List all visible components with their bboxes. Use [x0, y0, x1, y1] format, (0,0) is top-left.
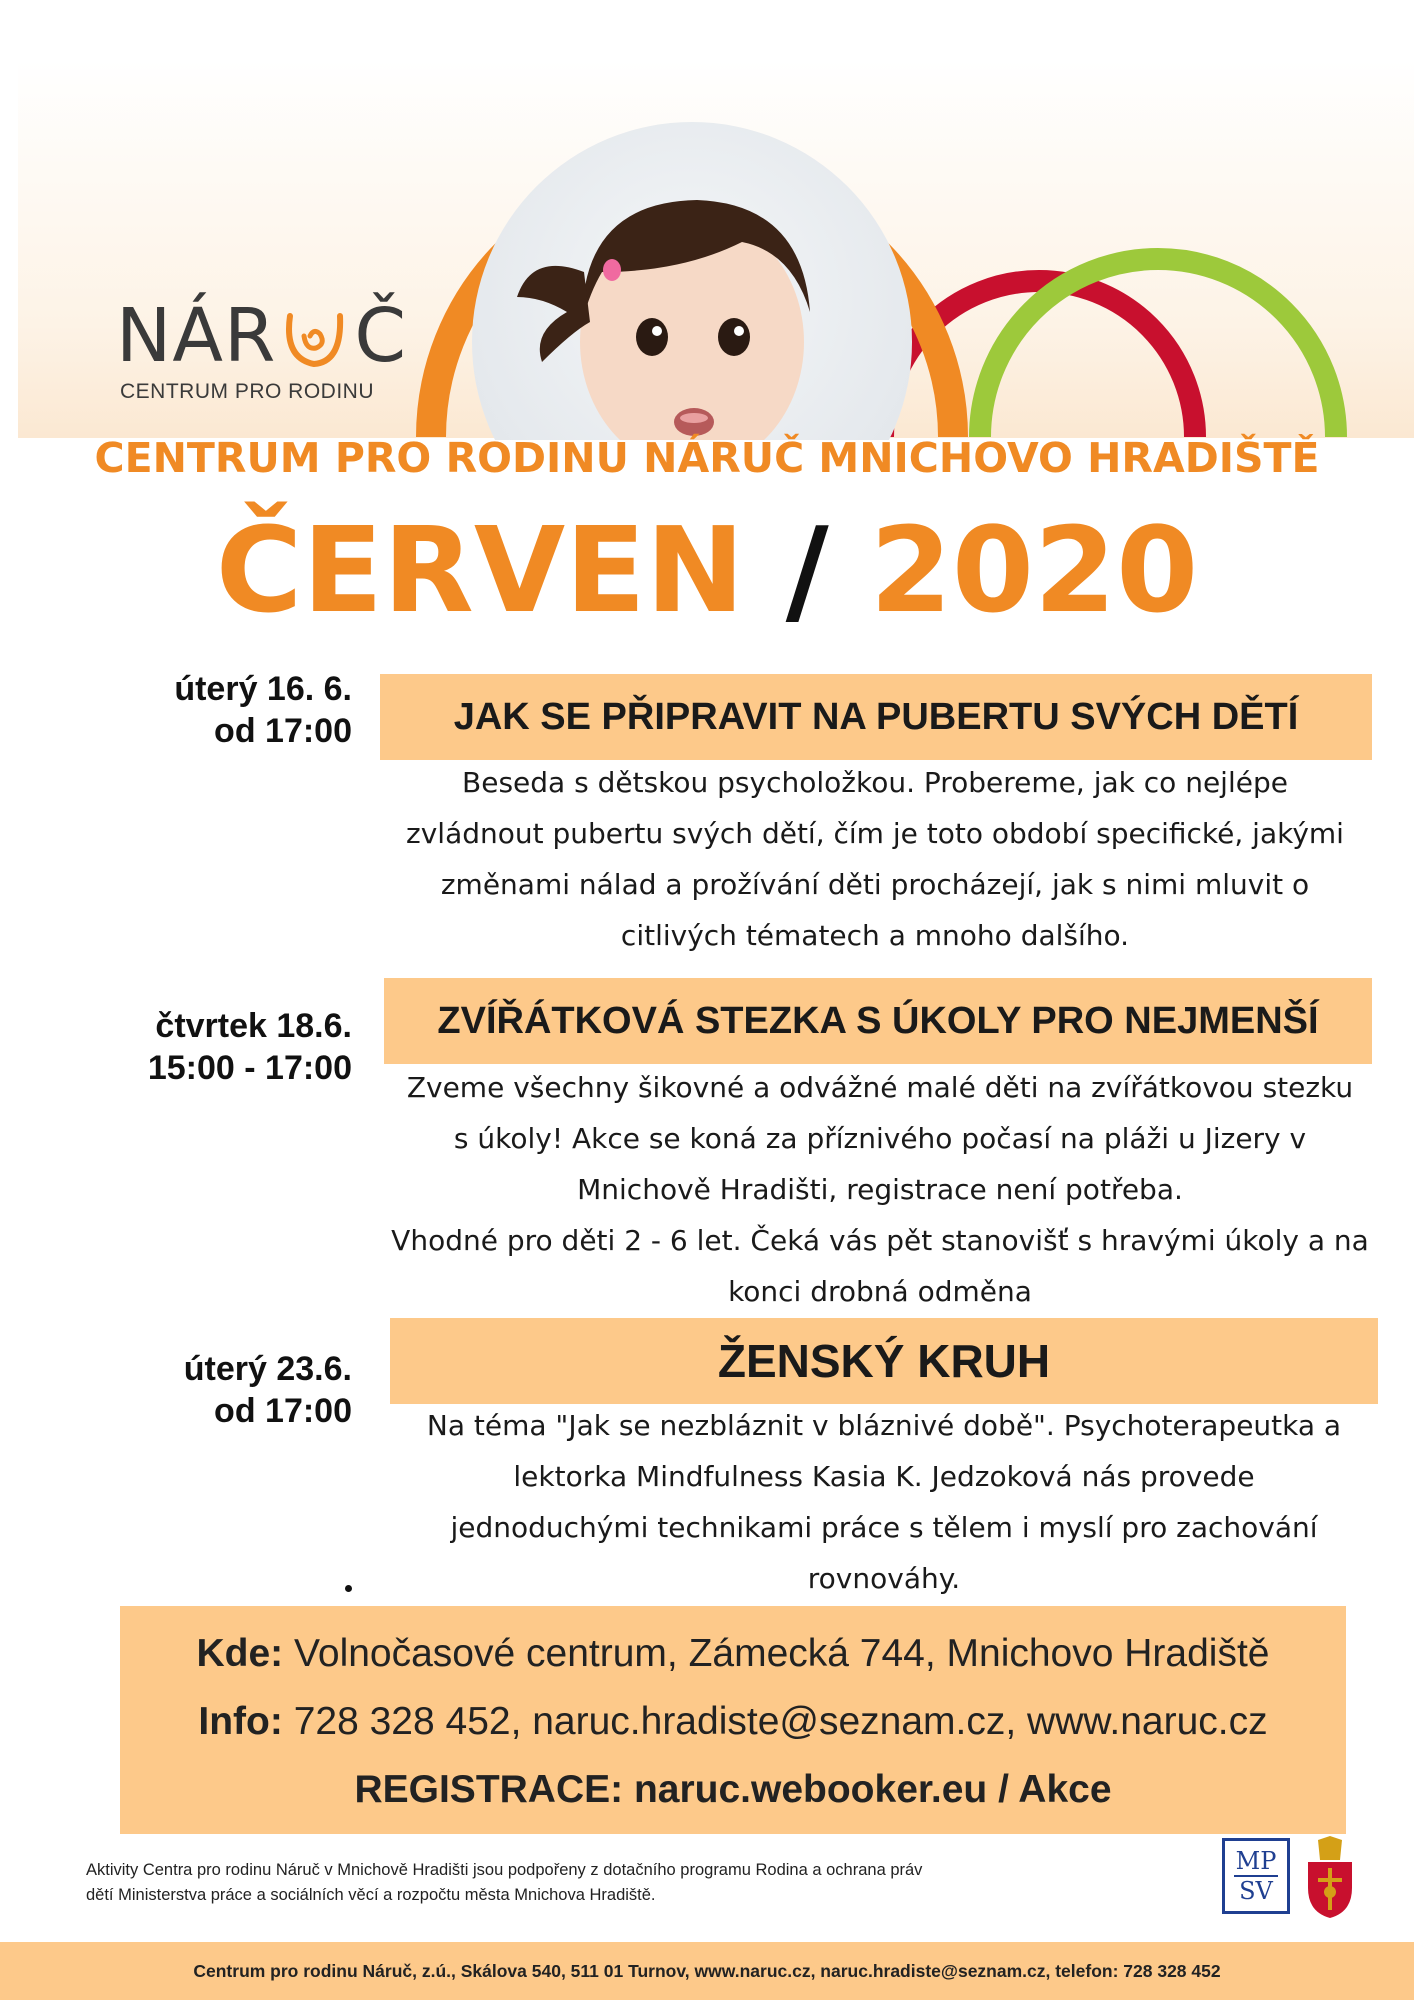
event-1-day: úterý 16. 6.: [174, 670, 352, 708]
info-contact-value: 728 328 452, naruc.hradiste@seznam.cz, www.naruc.cz: [293, 1700, 1268, 1743]
event-1-line: zvládnout pubertu svých dětí, čím je toto období specifické, jakými: [406, 817, 1344, 850]
event-3-line: lektorka Mindfulness Kasia K. Jedzoková nás provede: [513, 1460, 1255, 1493]
month-title: [0, 500, 1414, 640]
mpsv-logo: [1222, 1838, 1290, 1914]
event-3-day: úterý 23.6.: [183, 1350, 352, 1388]
logo-swirl-icon: [282, 306, 346, 370]
mpsv-logo-bottom: SV: [1239, 1877, 1273, 1905]
org-title: CENTRUM PRO RODINU NÁRUČ MNICHOVO HRADIŠTĚ: [94, 434, 1320, 482]
info-where-label: Kde:: [196, 1632, 284, 1675]
event-1-title: JAK SE PŘIPRAVIT NA PUBERTU SVÝCH DĚTÍ: [453, 695, 1299, 738]
footer-contact: Centrum pro rodinu Náruč, z.ú., Skálova 540, 511 01 Turnov, www.naruc.cz, naruc.hradiste@seznam.cz, telefon: 728 328 452: [193, 1960, 1221, 1981]
event-2-line: Mnichově Hradišti, registrace není potřeba.: [577, 1173, 1183, 1206]
logo-wordmark: NÁR Č: [116, 293, 408, 379]
event-1-time: od 17:00: [214, 712, 352, 750]
event-3-line: Na téma "Jak se nezbláznit v bláznivé době". Psychoterapeutka a: [426, 1409, 1342, 1442]
event-1-title-bar: [380, 674, 1372, 760]
event-1-line: citlivých tématech a mnoho dalšího.: [620, 919, 1130, 952]
event-2-line: Zveme všechny šikovné a odvážné malé děti na zvířátkovou stezku: [406, 1071, 1354, 1104]
event-3-date: [92, 1348, 352, 1432]
event-3-line: rovnováhy.: [807, 1562, 961, 1595]
event-2-line: konci drobná odměna: [728, 1275, 1032, 1308]
event-2-date: [92, 1005, 352, 1089]
event-2-title-bar: [384, 978, 1372, 1064]
event-1-date: [92, 668, 352, 752]
footer-note: [86, 1858, 1166, 1908]
event-3-title-bar: [390, 1318, 1378, 1404]
mpsv-logo-top: MP: [1235, 1847, 1277, 1875]
event-2-line: Vhodné pro děti 2 - 6 let. Čeká vás pět stanovišť s hravými úkoly a na: [391, 1224, 1369, 1257]
month-slash: /: [785, 501, 829, 639]
logo-subtitle: CENTRUM PRO RODINU: [120, 380, 374, 403]
info-where-value: Volnočasové centrum, Zámecká 744, Mnichovo Hradiště: [294, 1632, 1270, 1675]
footer-note-line: Aktivity Centra pro rodinu Náruč v Mnichově Hradišti jsou podpořeny z dotačního programu Rodina a ochrana práv: [86, 1861, 923, 1879]
info-registration: REGISTRACE: naruc.webooker.eu / Akce: [354, 1768, 1112, 1811]
month-name: ČERVEN: [215, 501, 745, 639]
event-2-time: 15:00 - 17:00: [147, 1049, 352, 1087]
event-2-line: s úkoly! Akce se koná za příznivého počasí na pláži u Jizery v: [453, 1122, 1307, 1155]
info-contact-label: Info:: [198, 1700, 283, 1743]
event-1-line: změnami nálad a prožívání děti procházejí, jak s nimi mluvit o: [440, 868, 1310, 901]
event-3-line: jednoduchými technikami práce s tělem i myslí pro zachování: [450, 1511, 1318, 1544]
event-2-title: ZVÍŘÁTKOVÁ STEZKA S ÚKOLY PRO NEJMENŠÍ: [437, 999, 1319, 1042]
event-3-time: od 17:00: [214, 1392, 352, 1430]
event-2-day: čtvrtek 18.6.: [155, 1007, 352, 1045]
month-year: 2020: [869, 501, 1199, 639]
bullet-dot: [345, 1585, 352, 1592]
event-1-description: [370, 757, 1380, 961]
event-3-description: [390, 1400, 1378, 1604]
info-box: [120, 1606, 1346, 1834]
child-photo: [472, 122, 912, 562]
info-where: [120, 1632, 1346, 1676]
footer-bar: [0, 1942, 1414, 2000]
town-crest-icon: [1304, 1836, 1356, 1918]
event-1-line: Beseda s dětskou psycholožkou. Probereme, jak co nejlépe: [462, 766, 1288, 799]
naruc-logo: [116, 293, 408, 416]
event-2-description: [370, 1062, 1390, 1317]
footer-note-line: dětí Ministerstva práce a sociálních věcí a rozpočtu města Mnichova Hradiště.: [86, 1886, 656, 1904]
event-3-title: ŽENSKÝ KRUH: [717, 1335, 1051, 1387]
info-contact: [120, 1700, 1346, 1744]
